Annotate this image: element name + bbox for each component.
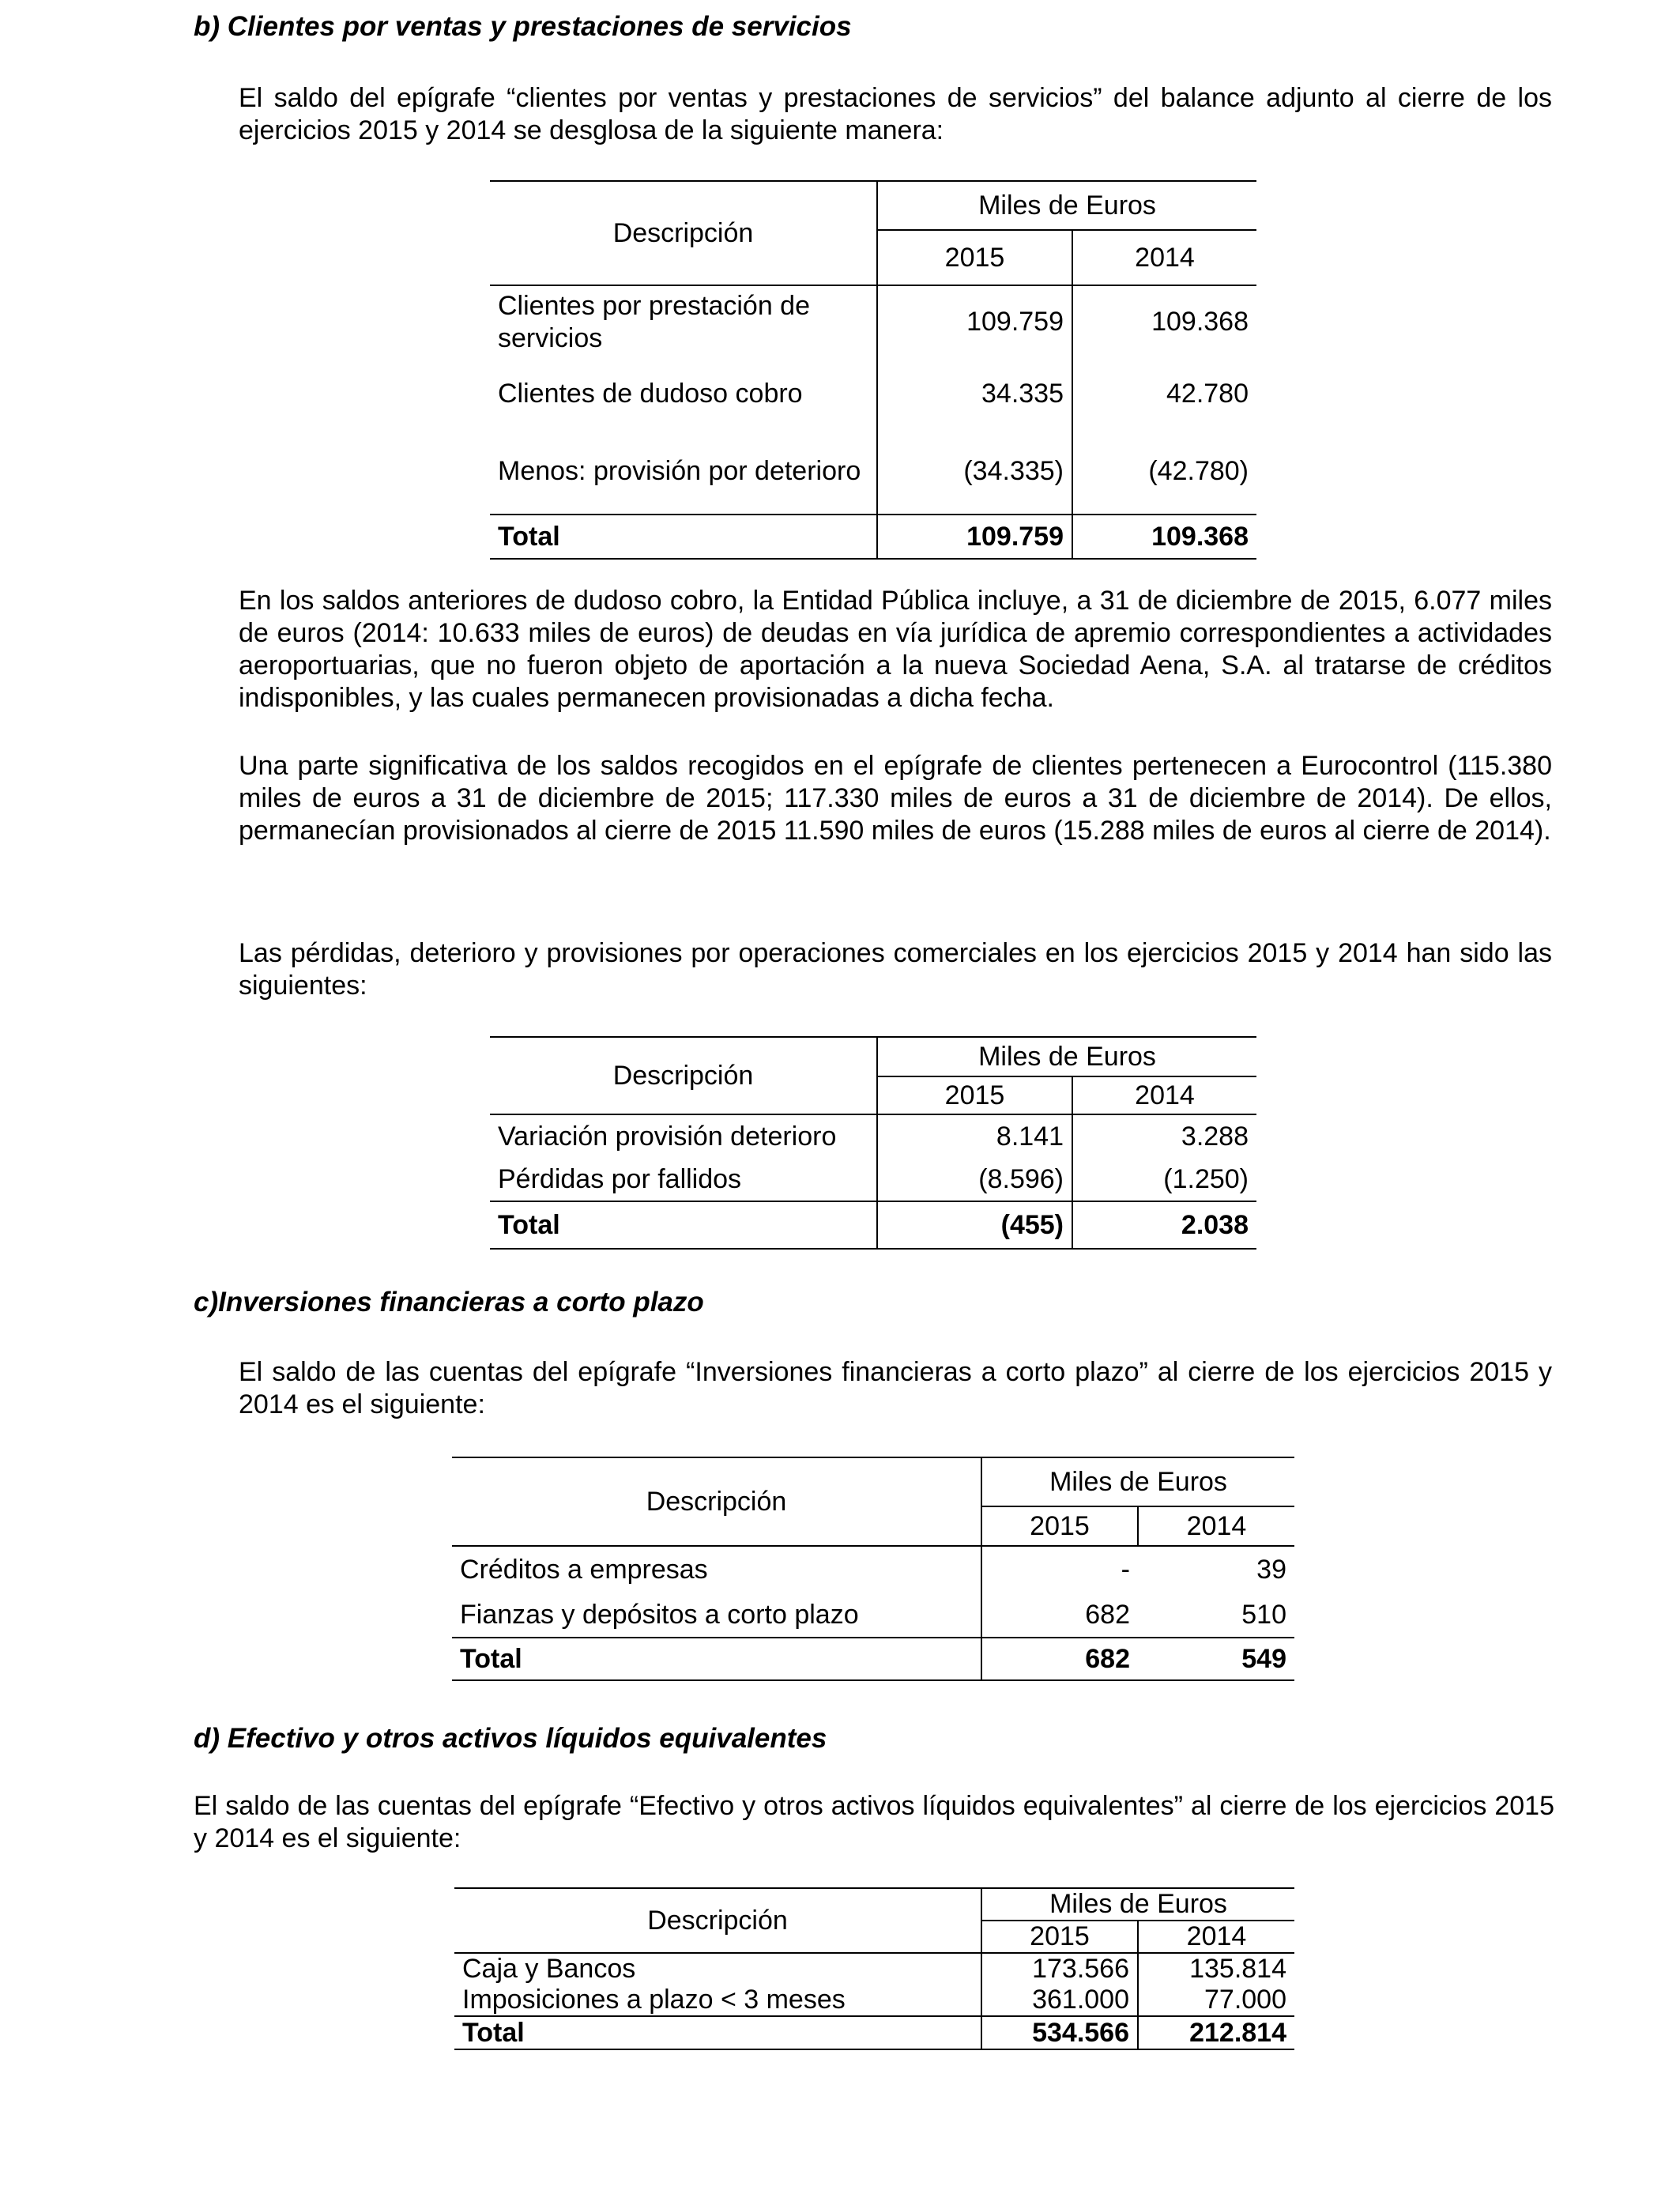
table-row — [452, 1546, 1294, 1593]
row-value-2015: - — [981, 1546, 1138, 1593]
row-value-2014: (1.250) — [1072, 1158, 1256, 1201]
year-header-2015: 2015 — [877, 1076, 1072, 1114]
year-header-2014: 2014 — [1138, 1506, 1294, 1546]
row-label: Imposiciones a plazo < 3 meses — [462, 1985, 846, 2015]
table-row — [454, 1985, 1294, 2016]
inversiones-table — [452, 1457, 1294, 1681]
section-d-heading: d) Efectivo y otros activos líquidos equivalentes — [194, 1723, 827, 1754]
row-value-2015: (8.596) — [877, 1158, 1072, 1201]
total-label: Total — [452, 1638, 981, 1680]
total-value-2014: 2.038 — [1072, 1201, 1256, 1249]
row-label: Fianzas y depósitos a corto plazo — [460, 1600, 859, 1630]
row-value-2014: 42.780 — [1072, 358, 1256, 429]
year-header-2015: 2015 — [981, 1921, 1138, 1953]
row-value-2015: 8.141 — [877, 1114, 1072, 1158]
total-label: Total — [490, 1201, 877, 1249]
desc-header: Descripción — [454, 1888, 981, 1953]
row-label: Caja y Bancos — [454, 1953, 981, 1985]
clientes-table — [490, 180, 1256, 560]
table-row — [490, 1158, 1256, 1201]
perdidas-table — [490, 1036, 1256, 1250]
year-header-2014: 2014 — [1138, 1921, 1294, 1953]
perdidas-intro: Las pérdidas, deterioro y provisiones por operaciones comerciales en los ejercicios 2015 y 2014 han sido las siguientes: — [239, 938, 1552, 1001]
dudoso-cobro-paragraph: En los saldos anteriores de dudoso cobro, la Entidad Pública incluye, a 31 de diciembre de 2015, 6.077 miles de euros (2014: 10.633 miles de euros) de deudas en vía jurídica de apremio correspondientes a actividades aeroportuarias, que no fueron objeto de aportación a la nueva Sociedad Aena, S.A. al tratarse de créditos indisponibles, y las cuales permanecen provisionadas a dicha fecha. — [239, 586, 1552, 713]
efectivo-table — [454, 1887, 1294, 2050]
row-value-2015: 34.335 — [877, 358, 1072, 429]
row-value-2015: 361.000 — [981, 1985, 1138, 2016]
section-d-intro: El saldo de las cuentas del epígrafe “Efectivo y otros activos líquidos equivalentes” al cierre de los ejercicios 2015 y 2014 es el siguiente: — [194, 1791, 1554, 1853]
year-header-2015: 2015 — [981, 1506, 1138, 1546]
year-header-2014: 2014 — [1072, 1076, 1256, 1114]
table-row — [490, 429, 1256, 515]
row-label: Clientes de dudoso cobro — [498, 378, 803, 409]
total-value-2015: 109.759 — [877, 515, 1072, 559]
total-value-2014: 109.368 — [1072, 515, 1256, 559]
table-row — [452, 1593, 1294, 1638]
row-value-2014: 39 — [1138, 1546, 1294, 1593]
row-label: Variación provisión deterioro — [490, 1114, 877, 1158]
section-b-intro: El saldo del epígrafe “clientes por ventas y prestaciones de servicios” del balance adjunto al cierre de los ejercicios 2015 y 2014 se desglosa de la siguiente manera: — [239, 83, 1552, 145]
section-c-intro: El saldo de las cuentas del epígrafe “Inversiones financieras a corto plazo” al cierre de los ejercicios 2015 y 2014 es el siguiente: — [239, 1357, 1552, 1419]
total-value-2015: 534.566 — [981, 2016, 1138, 2049]
year-header-2015: 2015 — [877, 230, 1072, 285]
group-header: Miles de Euros — [981, 1888, 1294, 1921]
desc-header: Descripción — [490, 1037, 877, 1114]
row-value-2015: 173.566 — [981, 1953, 1138, 1985]
row-value-2014: 77.000 — [1138, 1985, 1294, 2016]
desc-header: Descripción — [490, 181, 877, 285]
row-label: Menos: provisión por deterioro — [498, 456, 861, 486]
total-value-2015: (455) — [877, 1201, 1072, 1249]
row-value-2014: 109.368 — [1072, 285, 1256, 358]
group-header: Miles de Euros — [877, 1037, 1256, 1076]
row-value-2014: 3.288 — [1072, 1114, 1256, 1158]
group-header: Miles de Euros — [981, 1457, 1294, 1506]
total-value-2014: 212.814 — [1138, 2016, 1294, 2049]
row-value-2014: 510 — [1241, 1600, 1286, 1630]
total-value-2014: 549 — [1138, 1638, 1294, 1680]
desc-header: Descripción — [452, 1457, 981, 1546]
table-row — [490, 1114, 1256, 1158]
row-label: Clientes por prestación de servicios — [498, 290, 811, 353]
total-label: Total — [490, 515, 877, 559]
total-row — [454, 2016, 1294, 2049]
total-row — [490, 1201, 1256, 1249]
total-label: Total — [454, 2016, 981, 2049]
year-header-2014: 2014 — [1072, 230, 1256, 285]
total-row — [490, 515, 1256, 559]
row-value-2014: (42.780) — [1072, 429, 1256, 515]
row-value-2015: 682 — [981, 1593, 1138, 1638]
group-header: Miles de Euros — [877, 181, 1256, 230]
table-row — [490, 285, 1256, 358]
table-row — [454, 1953, 1294, 1985]
eurocontrol-paragraph: Una parte significativa de los saldos recogidos en el epígrafe de clientes pertenecen a Eurocontrol (115.380 miles de euros a 31 de diciembre de 2015; 117.330 miles de euros a 31 de diciembre de 2014). De ellos, permanecían provisionados al cierre de 2015 11.590 miles de euros (15.288 miles de euros al cierre de 2014). — [239, 751, 1552, 846]
row-label: Créditos a empresas — [452, 1546, 981, 1593]
table-row — [490, 358, 1256, 429]
total-value-2015: 682 — [981, 1638, 1138, 1680]
row-value-2015: 109.759 — [877, 285, 1072, 358]
row-label: Pérdidas por fallidos — [498, 1163, 742, 1194]
row-value-2014: 135.814 — [1138, 1953, 1294, 1985]
total-row — [452, 1638, 1294, 1680]
section-c-heading: c)Inversiones financieras a corto plazo — [194, 1287, 704, 1318]
row-value-2015: (34.335) — [877, 429, 1072, 515]
section-b-heading: b) Clientes por ventas y prestaciones de servicios — [194, 11, 852, 42]
